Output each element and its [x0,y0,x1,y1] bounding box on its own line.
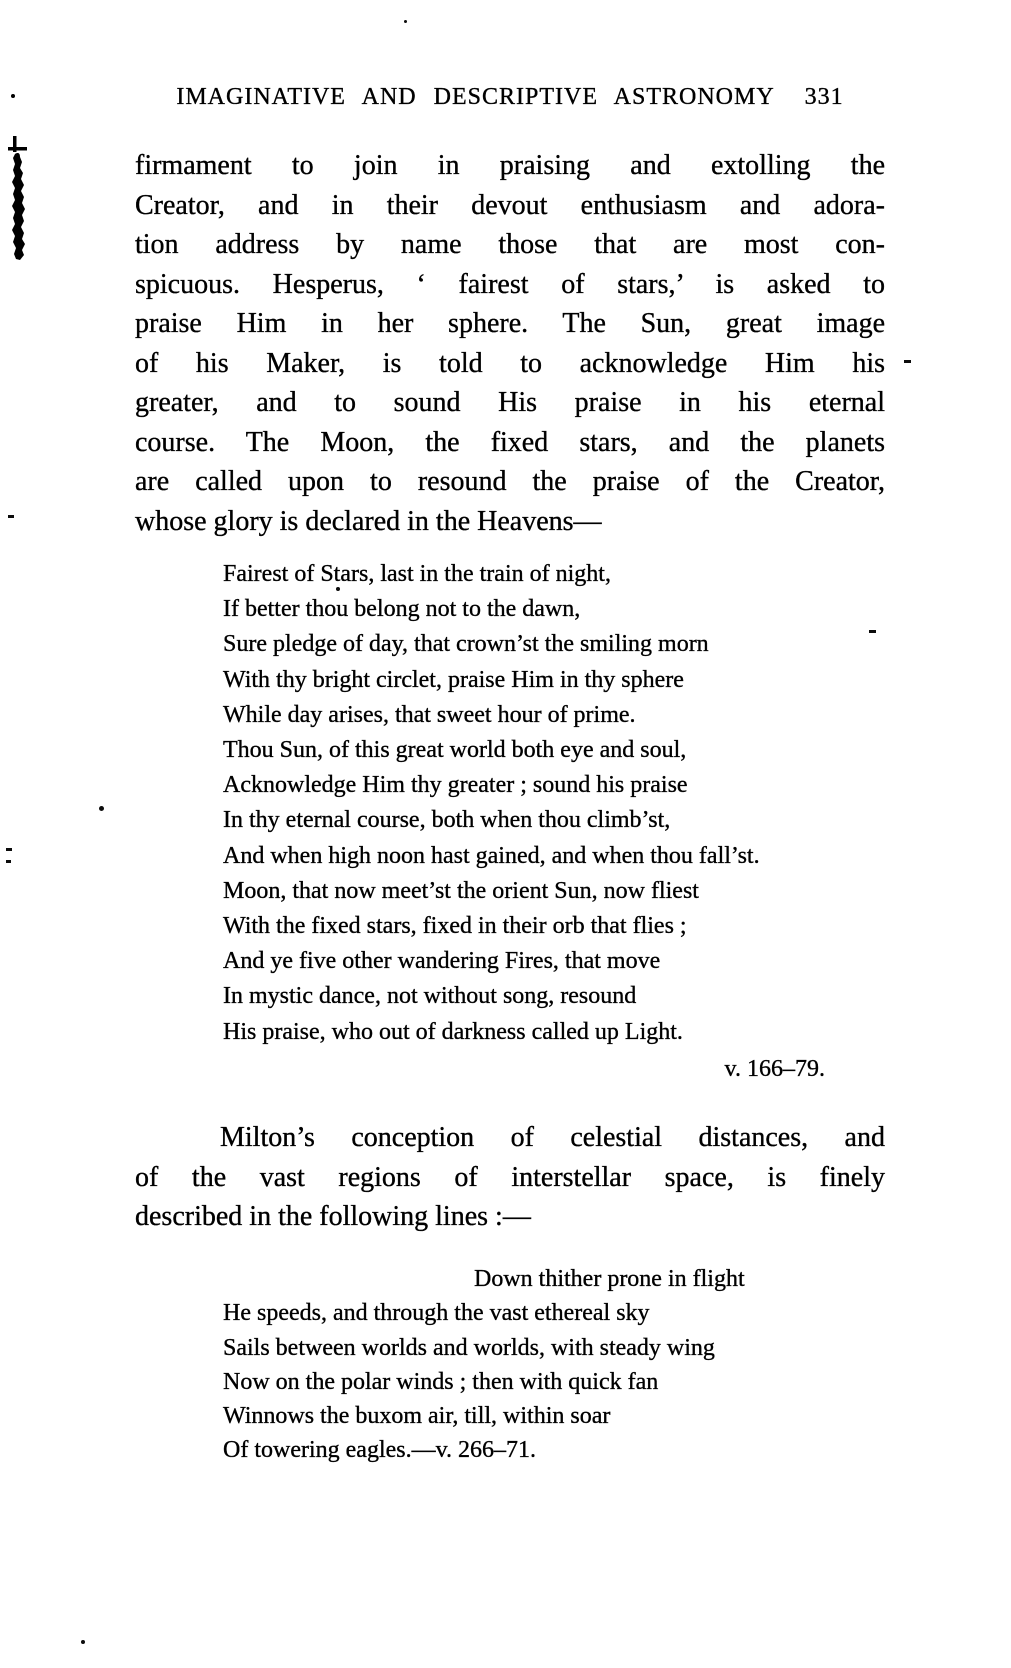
text-line: whose glory is declared in the Heavens— [135,505,602,537]
verse-line: Thou Sun, of this great world both eye and soul, [223,737,687,764]
text-line: course. The Moon, the fixed stars, and the planets [135,426,885,458]
verse-line: Winnows the buxom air, till, within soar [223,1403,611,1430]
poem-quote-2 [223,1262,885,1468]
verse-line: Fairest of Stars, last in the train of night, [223,561,611,587]
verse-line: And when high noon hast gained, and when thou fall’st. [223,842,760,869]
text-line: of his Maker, is told to acknowledge Him his [135,347,885,379]
page-header [135,84,885,111]
page-number: 331 [804,84,844,110]
verse-line: Down thither prone in flight [474,1266,745,1292]
poem-quote-1 [223,557,885,1050]
text-line: Creator, and in their devout enthusiasm and adora- [135,189,885,221]
text-line: of the vast regions of interstellar space, is finely [135,1161,885,1193]
text-line: praise Him in her sphere. The Sun, great image [135,308,885,339]
verse-line: In mystic dance, not without song, resound [223,983,637,1010]
verse-line: Now on the polar winds ; then with quick fan [223,1368,659,1395]
paragraph-1 [135,146,885,541]
verse-line: Of towering eagles.—v. 266–71. [223,1437,537,1464]
verse-line: And ye five other wandering Fires, that move [223,948,661,975]
scan-speck [6,860,11,863]
text-line: are called upon to resound the praise of the Creator, [135,466,885,497]
text-line: firmament to join in praising and extolling the [135,150,885,181]
text-line: spicuous. Hesperus, ‘ fairest of stars,’ is asked to [135,268,885,300]
verse-line: With the fixed stars, fixed in their orb that flies ; [223,913,687,940]
verse-line: Acknowledge Him thy greater ; sound his praise [223,772,688,799]
verse-line: Moon, that now meet’st the orient Sun, now fliest [223,877,699,904]
text-line: greater, and to sound His praise in his eternal [135,387,885,418]
scan-speck [8,515,14,518]
scan-speck [404,20,407,23]
verse-line: His praise, who out of darkness called up Light. [223,1018,683,1045]
verse-line: He speeds, and through the vast ethereal sky [223,1300,650,1327]
ink-smudge-artifact [6,92,32,264]
text-line: tion address by name those that are most con- [135,229,885,260]
text-line: described in the following lines :— [135,1201,531,1232]
scan-speck [336,587,340,591]
paragraph-2 [135,1118,885,1237]
scan-speck [869,630,876,633]
verse-line: Sure pledge of day, that crown’st the smiling morn [223,631,709,658]
verse-line: In thy eternal course, both when thou climb’st, [223,807,671,834]
verse-line: With thy bright circlet, praise Him in thy sphere [223,666,684,693]
verse-line: While day arises, that sweet hour of prime. [223,701,636,728]
verse-citation-1: v. 166–79. [724,1056,825,1082]
verse-line: Sails between worlds and worlds, with steady wing [223,1334,715,1361]
scan-speck [81,1640,85,1644]
scan-speck [904,360,911,363]
scan-speck [99,806,104,811]
text-line: Milton’s conception of celestial distances, and [220,1122,885,1153]
running-title: IMAGINATIVE AND DESCRIPTIVE ASTRONOMY [176,84,775,110]
verse-line: If better thou belong not to the dawn, [223,596,581,623]
scan-speck [6,848,12,851]
